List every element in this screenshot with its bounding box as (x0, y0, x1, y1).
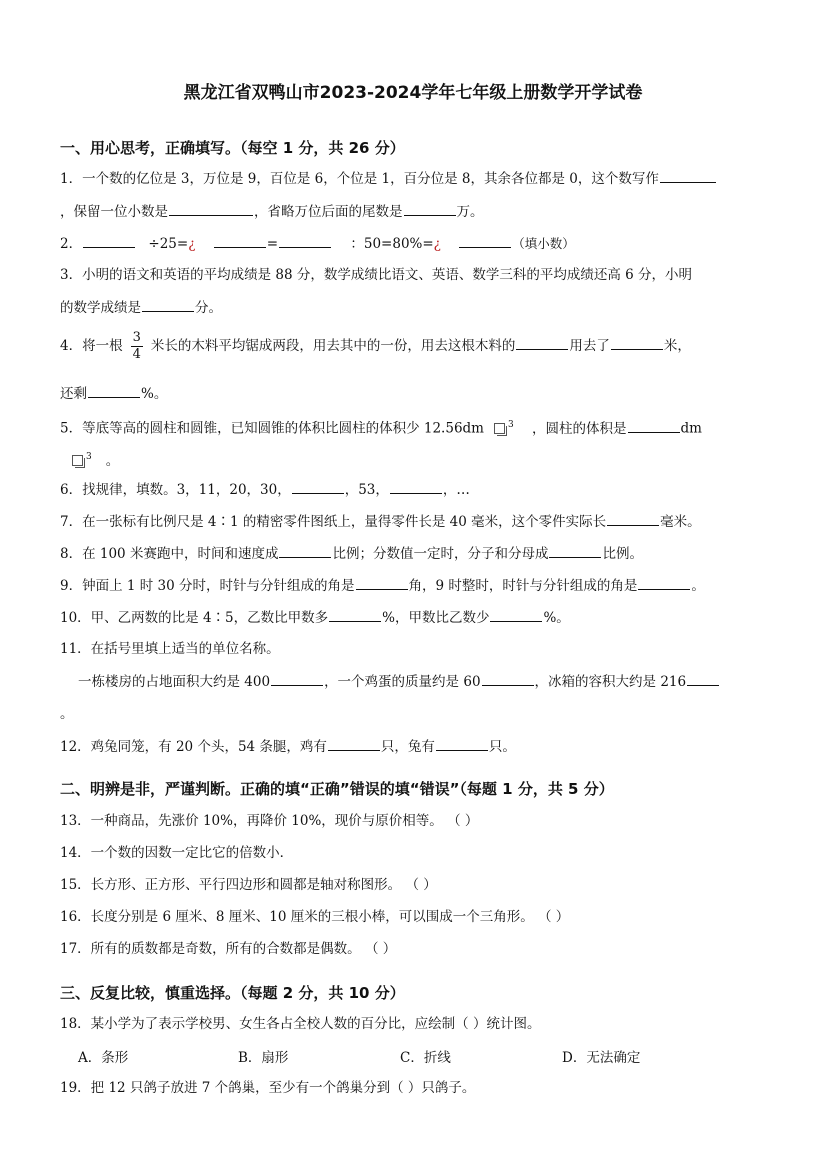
question-11: 11．在括号里填上适当的单位名称。 (60, 641, 280, 657)
q1-text-c: ，省略万位后面的尾数是 (254, 204, 403, 220)
q7-text-a: 7．在一张标有比例尺是 4∶1 的精密零件图纸上，量得零件长是 40 毫米，这个零件实际长 (60, 514, 607, 530)
q11-text-a: 一栋楼房的占地面积大约是 400 (78, 674, 271, 690)
q4-text-e: 还剩 (60, 386, 87, 402)
question-12 (60, 736, 516, 757)
q4-text-a: 4．将一根 (60, 338, 123, 354)
fraction-three-quarters (131, 330, 143, 363)
q5-text-a: 5．等底等高的圆柱和圆锥，已知圆锥的体积比圆柱的体积少 12.56dm (60, 420, 484, 437)
q5-text-c: dm (680, 420, 702, 437)
option-c[interactable]: C．折线 (400, 1050, 451, 1066)
superscript-3: 3 (86, 452, 92, 462)
q1-text-b: ，保留一位小数是 (60, 204, 168, 220)
answer-blank[interactable] (482, 671, 534, 686)
q6-text-b: ，53， (344, 482, 389, 498)
q9-text-c: 。 (691, 578, 705, 594)
answer-blank[interactable] (549, 543, 601, 558)
answer-blank[interactable] (490, 607, 542, 622)
q1-text-d: 万。 (456, 204, 484, 220)
superscript-3: 3 (507, 420, 514, 430)
option-a[interactable]: A．条形 (78, 1050, 129, 1066)
answer-blank[interactable] (83, 233, 135, 248)
question-10 (60, 607, 570, 628)
section-heading-1: 一、用心思考，正确填写。（每空 1 分，共 26 分） (60, 139, 405, 157)
answer-blank[interactable] (436, 736, 488, 751)
q4-text-b: 米长的木料平均锯成两段，用去其中的一份，用去这根木料的 (150, 338, 516, 354)
q5-text-b: ，圆柱的体积是 (532, 420, 627, 437)
q11-text-b: ，一个鸡蛋的质量约是 60 (324, 674, 481, 690)
q1-text: 1．一个数的亿位是 3，万位是 9，百位是 6，个位是 1，百分位是 8，其余各位都是 0，这个数写作 (60, 171, 659, 187)
q10-text-a: 10．甲、乙两数的比是 4∶5，乙数比甲数多 (60, 610, 329, 626)
q11-text-c: ，冰箱的容积大约是 216 (534, 674, 687, 690)
q6-text-c: ，… (442, 482, 470, 498)
fraction-denominator: 4 (132, 347, 141, 362)
q2-glyph-f: ¿ (433, 236, 441, 252)
q12-text-a: 12．鸡兔同笼，有 20 个头，54 条腿，鸡有 (60, 739, 327, 755)
cube-unit-icon (72, 455, 83, 466)
answer-blank[interactable] (404, 201, 456, 216)
q8-text-a: 8．在 100 米赛跑中，时间和速度成 (60, 546, 279, 562)
q2-glyph-c: ¿ (188, 236, 196, 252)
q4-text-c: 用去了 (569, 338, 610, 354)
question-5 (60, 415, 702, 439)
question-2 (60, 233, 575, 254)
q3-text-b: 的数学成绩是 (60, 300, 141, 316)
answer-blank[interactable] (214, 233, 266, 248)
q7-text-b: 毫米。 (660, 514, 701, 530)
q8-text-b: 比例；分数值一定时，分子和分母成 (332, 546, 549, 562)
q4-text-f: %。 (141, 386, 168, 402)
section-heading-2: 二、明辨是非，严谨判断。正确的填“正确”错误的填“错误”（每题 1 分，共 5 分） (60, 780, 614, 798)
q2-text-d: = (266, 236, 279, 252)
question-18: 18．某小学为了表示学校男、女生各占全校人数的百分比，应绘制（ ）统计图。 (60, 1016, 541, 1032)
answer-blank[interactable] (279, 233, 331, 248)
question-3-cont (60, 297, 222, 318)
question-15: 15．长方形、正方形、平行四边形和圆都是轴对称图形。 （ ） (60, 877, 437, 893)
answer-blank[interactable] (279, 543, 331, 558)
q2-text-e: ：50=80%= (350, 236, 434, 252)
option-b[interactable]: B．扇形 (238, 1050, 289, 1066)
q10-text-b: %，甲数比乙数少 (382, 610, 490, 626)
question-1-cont (60, 201, 484, 222)
answer-blank[interactable] (390, 479, 442, 494)
page-title: 黑龙江省双鸭山市2023-2024学年七年级上册数学开学试卷 (183, 83, 643, 103)
question-8 (60, 543, 643, 564)
question-11-line (78, 671, 720, 692)
answer-blank[interactable] (329, 607, 381, 622)
answer-blank[interactable] (638, 575, 690, 590)
q2-text-g: （填小数） (512, 236, 575, 251)
question-4 (60, 330, 691, 363)
answer-blank[interactable] (459, 233, 511, 248)
q5-text-d: 。 (105, 452, 120, 469)
question-19: 19．把 12 只鸽子放进 7 个鸽巢，至少有一个鸽巢分到（ ）只鸽子。 (60, 1080, 476, 1096)
answer-blank[interactable] (292, 479, 344, 494)
question-13: 13．一种商品，先涨价 10%，再降价 10%，现价与原价相等。 （ ） (60, 813, 479, 829)
question-14: 14．一个数的因数一定比它的倍数小． (60, 845, 294, 861)
q12-text-c: 只。 (488, 739, 516, 755)
question-1 (60, 168, 717, 189)
q9-text-b: 角，9 时整时，时针与分针组成的角是 (408, 578, 638, 594)
answer-blank[interactable] (687, 671, 719, 686)
question-5-cont (62, 447, 119, 471)
q4-text-d: 米， (663, 338, 691, 354)
answer-blank[interactable] (516, 335, 568, 350)
q3-text-c: 分。 (195, 300, 222, 316)
q12-text-b: 只，兔有 (380, 739, 435, 755)
question-3: 3．小明的语文和英语的平均成绩是 88 分，数学成绩比语文、英语、数学三科的平均成绩还高 6 分，小明 (60, 267, 693, 283)
q10-text-c: %。 (543, 610, 570, 626)
question-4-cont (60, 383, 167, 404)
question-7 (60, 511, 701, 532)
answer-blank[interactable] (607, 511, 659, 526)
answer-blank[interactable] (169, 201, 253, 216)
answer-blank[interactable] (271, 671, 323, 686)
cube-unit-icon (494, 423, 505, 434)
q8-text-c: 比例。 (602, 546, 643, 562)
fraction-numerator: 3 (132, 330, 141, 345)
q6-text-a: 6．找规律，填数。3，11，20，30， (60, 482, 291, 498)
answer-blank[interactable] (660, 168, 716, 183)
q9-text-a: 9．钟面上 1 时 30 分时，时针与分针组成的角是 (60, 578, 355, 594)
section-heading-3: 三、反复比较，慎重选择。（每题 2 分，共 10 分） (60, 984, 405, 1002)
option-d[interactable]: D．无法确定 (562, 1050, 641, 1066)
question-16: 16．长度分别是 6 厘米、8 厘米、10 厘米的三根小棒，可以围成一个三角形。 （ ） (60, 909, 570, 925)
answer-blank[interactable] (356, 575, 408, 590)
answer-blank[interactable] (611, 335, 663, 350)
q2-text-b: ÷25= (148, 236, 189, 252)
q2-text-a: 2． (60, 236, 83, 252)
question-17: 17．所有的质数都是奇数，所有的合数都是偶数。 （ ） (60, 941, 397, 957)
question-9 (60, 575, 705, 596)
answer-blank[interactable] (88, 383, 140, 398)
question-11-end: 。 (60, 706, 74, 722)
answer-blank[interactable] (328, 736, 380, 751)
answer-blank[interactable] (628, 418, 680, 433)
answer-blank[interactable] (142, 297, 194, 312)
question-6 (60, 479, 470, 500)
